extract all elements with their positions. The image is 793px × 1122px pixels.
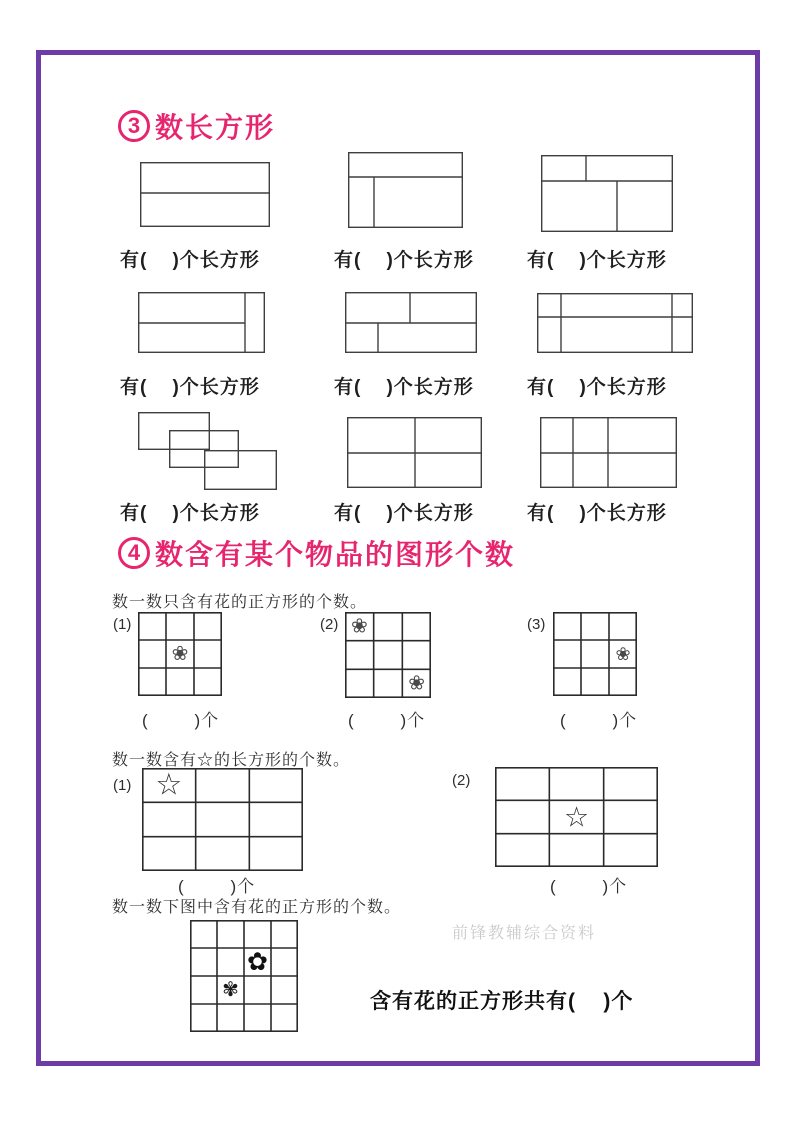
figure-rect: [542, 156, 673, 232]
star-grid-1-label: (1): [113, 777, 132, 794]
star-rects-prompt: 数一数含有☆的长方形的个数。: [112, 752, 351, 769]
flower-grid-1-answer: ( )个: [142, 711, 220, 730]
figure-drawing: [540, 417, 677, 488]
figure-drawing: [345, 292, 477, 353]
rect-figure-1-answer: 有( )个长方形: [120, 250, 260, 271]
figure-drawing: [138, 612, 222, 696]
flower-sketch-icon: ❀: [615, 644, 631, 664]
flower-sketch-icon: ❀: [350, 615, 368, 638]
figure-drawing: [142, 768, 303, 871]
section-4-badge: 4: [118, 537, 150, 569]
star-icon: ☆: [155, 768, 183, 802]
star-grid-2-answer: ( )个: [550, 877, 628, 896]
figure-drawing: [348, 152, 463, 228]
final-answer-caption: 含有花的正方形共有( )个: [370, 990, 634, 1013]
rect-figure-4-answer: 有( )个长方形: [120, 377, 260, 398]
flower-squares-prompt: 数一数只含有花的正方形的个数。: [112, 594, 368, 611]
figure-drawing: [553, 612, 637, 696]
final-grid-prompt: 数一数下图中含有花的正方形的个数。: [112, 899, 402, 916]
star-grid-1: [142, 768, 303, 871]
figure-rect: [141, 163, 270, 227]
figure-drawing: [347, 417, 482, 488]
rect-figure-2-answer: 有( )个长方形: [334, 250, 474, 271]
section-4-title: [118, 533, 515, 573]
section-3-badge: 3: [118, 110, 150, 142]
rect-figure-2: [348, 152, 463, 228]
overlapping-rects-figure: [135, 410, 280, 492]
rect-figure-3: [541, 155, 673, 232]
figure-drawing: [140, 162, 270, 227]
flower-grid-1: [138, 612, 222, 696]
rect-figure-3-answer: 有( )个长方形: [527, 250, 667, 271]
section-3-title-text: 数长方形: [155, 112, 276, 143]
figure-drawing: [190, 920, 298, 1032]
flower-grid-1-label: (1): [113, 616, 132, 633]
rect-figure-8-answer: 有( )个长方形: [334, 503, 474, 524]
figure-drawing: [345, 612, 431, 698]
figure-drawing: [135, 410, 280, 492]
rect-figure-5-answer: 有( )个长方形: [334, 377, 474, 398]
final-flower-grid: [190, 920, 298, 1032]
rect-figure-4: [138, 292, 265, 353]
rect-figure-6: [537, 293, 693, 353]
rect-figure-5: [345, 292, 477, 353]
flower-rose-icon: ✾: [222, 979, 239, 1001]
flower-black-icon: ✿: [247, 948, 268, 976]
rect-figure-8: [347, 417, 482, 488]
figure-drawing: [537, 293, 693, 353]
rect-figure-6-answer: 有( )个长方形: [527, 377, 667, 398]
rect-figure-1: [140, 162, 270, 227]
star-grid-1-answer: ( )个: [178, 877, 256, 896]
flower-grid-2-label: (2): [320, 616, 339, 633]
figure-rect: [205, 451, 277, 490]
star-icon: ☆: [563, 801, 590, 833]
figure-drawing: [541, 155, 673, 232]
figure-rect: [349, 153, 463, 228]
section-4-title-text: 数含有某个物品的图形个数: [155, 539, 516, 570]
flower-grid-2: [345, 612, 431, 698]
flower-grid-3-answer: ( )个: [560, 711, 638, 730]
flower-grid-3: [553, 612, 637, 696]
flower-grid-3-label: (3): [527, 616, 546, 633]
rect-figure-7-answer: 有( )个长方形: [120, 503, 260, 524]
rect-figure-9: [540, 417, 677, 488]
star-grid-2-label: (2): [452, 772, 471, 789]
rect-figure-9-answer: 有( )个长方形: [527, 503, 667, 524]
section-3-title: [118, 106, 275, 146]
figure-drawing: [138, 292, 265, 353]
star-grid-2: [495, 767, 658, 867]
figure-drawing: [495, 767, 658, 867]
watermark-text: 前锋教辅综合资料: [452, 925, 597, 942]
flower-grid-2-answer: ( )个: [348, 711, 426, 730]
flower-sketch-icon: ❀: [171, 643, 189, 665]
flower-sketch-icon: ❀: [408, 672, 426, 695]
